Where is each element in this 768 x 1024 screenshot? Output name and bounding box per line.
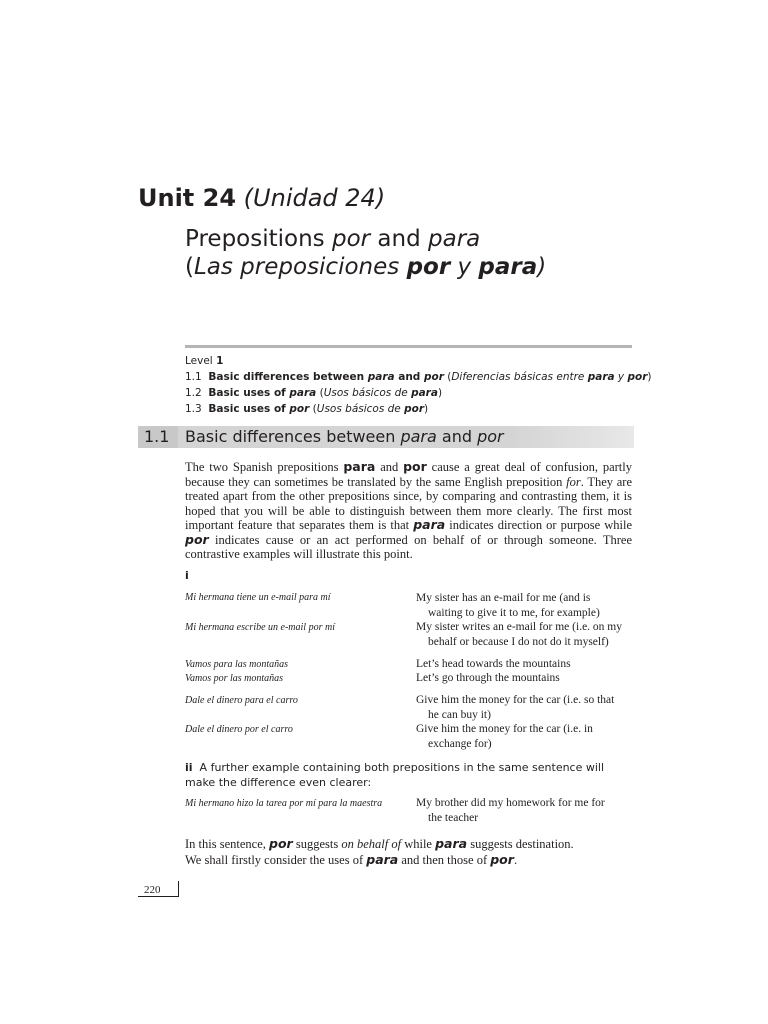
paragraph-text: indicates cause or an act performed on behalf of or through someone. Three contrastive examples will illustrate this point. xyxy=(185,532,632,561)
contents-item-text: Basic differences between xyxy=(208,371,368,383)
contents-item-text: para xyxy=(411,387,438,399)
contents-item-text: para xyxy=(289,387,317,399)
page-number-rule xyxy=(138,896,179,897)
title-text: ) xyxy=(537,254,547,280)
section-title-text: por xyxy=(477,427,504,446)
paragraph-keyword: por xyxy=(403,459,427,474)
contents-item-text: Usos básicos de xyxy=(316,403,405,415)
example-english-line: Let’s go through the mountains xyxy=(416,672,560,684)
contents-item-text: Usos básicos de xyxy=(323,387,412,399)
contents-item xyxy=(185,385,632,401)
contents-item-text: and xyxy=(394,371,424,383)
page-number: 220 xyxy=(144,884,161,896)
contents-item-text: por xyxy=(627,371,648,383)
paragraph-text: and xyxy=(375,460,404,474)
part-i-label: i xyxy=(185,569,189,582)
paragraph-keyword: para xyxy=(413,517,446,532)
paragraph-text: for xyxy=(566,474,581,489)
example-spanish: Vamos por las montañas xyxy=(185,673,284,684)
conclusion-line xyxy=(185,852,632,868)
contents-item-text: Diferencias básicas entre xyxy=(451,371,588,383)
title-text: and xyxy=(370,226,429,252)
example-spanish: Mi hermana escribe un e-mail por mí xyxy=(185,622,335,633)
unit-contents xyxy=(185,345,652,417)
example-english-line: My sister writes an e-mail for me (i.e. on my xyxy=(416,621,622,633)
contents-item-text: para xyxy=(367,371,395,383)
paragraph-text: on behalf of xyxy=(341,837,402,851)
section-title-text: Basic differences between xyxy=(185,427,401,446)
title-text: para xyxy=(428,226,481,252)
example-spanish: Vamos para las montañas xyxy=(185,659,289,670)
example-english-line: Give him the money for the car (i.e. so that xyxy=(416,694,615,706)
section-title xyxy=(185,427,504,446)
section-number: 1.1 xyxy=(144,427,170,446)
chapter-title xyxy=(185,225,546,281)
contents-item xyxy=(185,401,632,417)
example-spanish: Mi hermana tiene un e-mail para mí xyxy=(185,592,331,603)
title-text: por xyxy=(331,226,371,252)
conclusion-paragraph xyxy=(185,836,632,868)
part-ii-label: ii xyxy=(185,761,193,774)
contents-item-text: por xyxy=(423,371,444,383)
example-spanish: Dale el dinero por el carro xyxy=(185,724,293,735)
example-spanish: Dale el dinero para el carro xyxy=(185,695,298,706)
contents-item-text: y xyxy=(614,371,628,383)
contents-item xyxy=(185,369,652,385)
unit-title xyxy=(138,184,385,212)
paragraph-keyword: para xyxy=(366,852,399,867)
contents-item-text: para xyxy=(587,371,615,383)
paragraph-keyword: por xyxy=(185,531,209,547)
example-english xyxy=(416,657,636,672)
contents-item-text: por xyxy=(404,403,425,415)
title-text: ( xyxy=(185,254,194,280)
title-text: Las preposiciones xyxy=(193,254,407,280)
contents-item-number: 1.3 xyxy=(185,403,202,415)
chapter-title-english xyxy=(185,225,546,253)
paragraph-text: cause a great deal of confusion, partly because they can sometimes be translated by the same English preposition xyxy=(185,460,632,489)
example-english-line: behalf or because I do not do it myself) xyxy=(428,636,609,648)
paragraph-text: suggests destination. xyxy=(467,837,574,851)
example-english xyxy=(416,722,636,752)
example-english xyxy=(416,796,636,826)
example-english xyxy=(416,591,636,621)
section-title-text: and xyxy=(436,427,478,446)
example-english-line: the teacher xyxy=(428,812,479,824)
page-number-rule xyxy=(178,881,179,897)
example-english-line: My brother did my homework for me for xyxy=(416,797,605,809)
example-english-line: waiting to give it to me, for example) xyxy=(428,607,600,619)
chapter-title-spanish xyxy=(185,253,546,281)
intro-paragraph xyxy=(185,460,632,562)
unit-number: Unit 24 xyxy=(138,184,237,212)
paragraph-text: We shall firstly consider the uses of xyxy=(185,853,367,867)
paragraph-keyword: para xyxy=(343,459,376,474)
paragraph-keyword: por xyxy=(490,852,514,867)
example-english-line: exchange for) xyxy=(428,738,492,750)
section-title-text: para xyxy=(400,427,437,446)
part-ii xyxy=(185,760,635,790)
example-spanish: Mi hermano hizo la tarea por mí para la maestra xyxy=(185,798,383,809)
contents-item-text: ) xyxy=(437,387,443,399)
paragraph-text: and then those of xyxy=(398,853,491,867)
level-heading xyxy=(185,353,632,369)
conclusion-line xyxy=(185,836,632,852)
example-english-line: he can buy it) xyxy=(428,709,491,721)
part-ii-text: A further example containing both prepositions in the same sentence will make the difference even clearer: xyxy=(185,761,605,789)
paragraph-text: indicates direction or purpose while xyxy=(445,518,632,532)
contents-item-text: ( xyxy=(309,403,317,415)
example-english xyxy=(416,693,636,723)
title-text: por xyxy=(406,254,451,280)
level-number: 1 xyxy=(216,355,224,367)
contents-item-number: 1.2 xyxy=(185,387,202,399)
contents-item-text: por xyxy=(289,403,310,415)
contents-item-text: Basic uses of xyxy=(208,403,290,415)
example-english-line: My sister has an e-mail for me (and is xyxy=(416,592,591,604)
contents-item-text: Basic uses of xyxy=(208,387,290,399)
paragraph-text: In this sentence, xyxy=(185,837,270,851)
contents-item-number: 1.1 xyxy=(185,371,202,383)
paragraph-text: . They are treated apart from the other prepositions since, by comparing and contrasting them, it is hoped that you will be able to distinguish between them more clearly. The first most important feature that separates them is that xyxy=(185,474,632,532)
example-english-line: Let’s head towards the mountains xyxy=(416,658,571,670)
unit-number-spanish: (Unidad 24) xyxy=(243,184,386,212)
title-text: para xyxy=(478,254,538,280)
section-heading xyxy=(138,426,634,448)
contents-item-text: ) xyxy=(647,371,652,383)
contents-item-text: ( xyxy=(316,387,324,399)
contents-item-text: ) xyxy=(424,403,429,415)
paragraph-keyword: por xyxy=(269,836,293,851)
example-english xyxy=(416,671,636,686)
paragraph-text: The two Spanish prepositions xyxy=(185,460,344,474)
paragraph-text: . xyxy=(513,853,518,867)
example-english-line: Give him the money for the car (i.e. in xyxy=(416,723,593,735)
title-text: Prepositions xyxy=(185,226,332,252)
paragraph-keyword: para xyxy=(435,836,468,851)
example-english xyxy=(416,620,636,650)
title-text: y xyxy=(450,254,479,280)
paragraph-text: while xyxy=(401,837,436,851)
paragraph-text: suggests xyxy=(292,837,342,851)
level-label: Level xyxy=(185,355,217,367)
contents-item-text: ( xyxy=(443,371,452,383)
